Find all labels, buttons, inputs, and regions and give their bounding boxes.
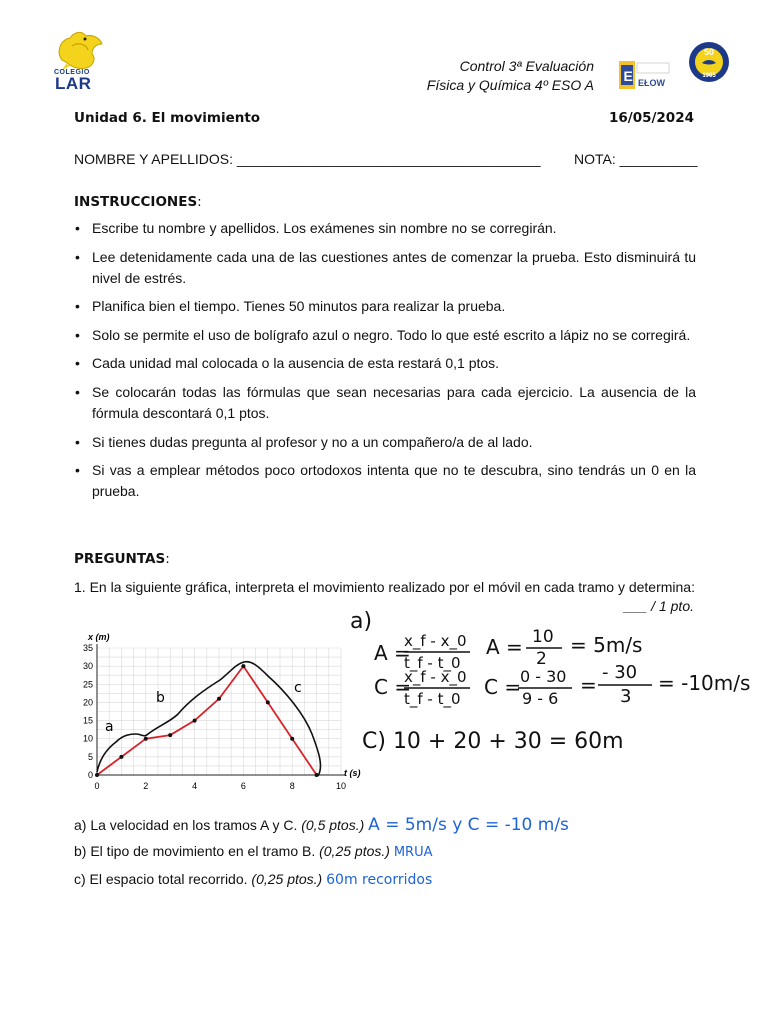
hw-formula-a-val-den: 2 xyxy=(536,649,547,669)
question-1a-answer: A = 5m/s y C = -10 m/s xyxy=(368,815,569,835)
hw-formula-c-lhs: C = xyxy=(374,675,412,699)
instruction-item: • Solo se permite el uso de bolígrafo azul o negro. Todo lo que esté escrito a lápiz no se corregirá. xyxy=(74,325,696,346)
hw-formula-a-lhs: A = xyxy=(374,641,411,665)
data-point xyxy=(168,733,172,737)
svg-text:E: E xyxy=(623,68,633,84)
hw-formula-c-eq: C = xyxy=(484,675,522,699)
chart-axes xyxy=(97,644,345,775)
instruction-item: • Cada unidad mal colocada o la ausencia de esta restará 0,1 ptos. xyxy=(74,353,696,374)
hw-formula-c-val-num: 0 - 30 xyxy=(520,667,567,686)
y-tick-label: 20 xyxy=(82,697,93,708)
question-1b-text: b) El tipo de movimiento en el tramo B. xyxy=(74,843,320,859)
hw-formula-a-val-num: 10 xyxy=(532,627,554,647)
hw-formula-c-result: = -10m/s xyxy=(658,671,751,695)
hw-formula-c-num: x_f - x_0 xyxy=(404,668,467,686)
x-tick-label: 6 xyxy=(240,781,246,791)
instructions-heading xyxy=(74,194,202,210)
question-1c-points: (0,25 ptos.) xyxy=(251,871,323,887)
y-tick-label: 30 xyxy=(82,661,93,672)
grade-field-line: NOTA: __________ xyxy=(574,151,698,167)
hw-formula-c-frac-num: - 30 xyxy=(602,662,638,683)
instructions-list xyxy=(74,218,696,510)
segment-b-label: b xyxy=(156,690,165,706)
x-tick-label: 2 xyxy=(143,781,149,791)
question-1a-points: (0,5 ptos.) xyxy=(301,817,365,833)
question-1a xyxy=(74,815,569,835)
school-name-big: LAR xyxy=(55,74,92,93)
x-tick-label: 8 xyxy=(289,781,295,791)
instruction-item: • Planifica bien el tiempo. Tienes 50 minutos para realizar la prueba. xyxy=(74,296,696,317)
hw-formula-a-result: = 5m/s xyxy=(570,633,643,657)
question-1-score: ___ / 1 pto. xyxy=(623,598,694,614)
instructions-heading-colon: : xyxy=(197,194,202,210)
hand-drawn-outline xyxy=(97,662,320,776)
y-tick-label: 15 xyxy=(82,715,93,726)
school-name-small: COLEGIO xyxy=(54,69,90,76)
hw-total-distance: C) 10 + 20 + 30 = 60m xyxy=(362,729,624,754)
question-1c xyxy=(74,871,432,888)
question-1-text: 1. En la siguiente gráfica, interpreta el movimiento realizado por el móvil en cada tramo y determina: xyxy=(74,579,695,595)
handwritten-solution xyxy=(340,602,768,762)
y-tick-label: 5 xyxy=(87,751,93,762)
y-tick-label: 35 xyxy=(82,643,93,653)
hw-formula-a-num: x_f - x_0 xyxy=(404,632,467,650)
instruction-item: • Si tienes dudas pregunta al profesor y no a un compañero/a de al lado. xyxy=(74,432,696,453)
chart-ticks xyxy=(83,643,346,791)
data-point xyxy=(217,697,221,701)
hw-formula-c-eq2: = xyxy=(580,673,597,697)
anniversary-seal xyxy=(688,41,730,83)
seal-number: 50 xyxy=(703,47,715,57)
data-point xyxy=(193,719,197,723)
hw-formula-a-eq: A = xyxy=(486,635,523,659)
unit-title: Unidad 6. El movimiento xyxy=(74,110,261,126)
hw-formula-c-val-den: 9 - 6 xyxy=(522,689,559,708)
question-1b-points: (0,25 ptos.) xyxy=(319,843,390,859)
chart-xlabel: t (s) xyxy=(344,768,361,778)
chart-ylabel: x (m) xyxy=(88,632,110,642)
seal-year: 1965 xyxy=(702,73,716,79)
question-1b xyxy=(74,843,433,860)
question-1c-text: c) El espacio total recorrido. xyxy=(74,871,252,887)
data-point xyxy=(241,664,245,668)
data-point xyxy=(95,773,99,777)
instruction-item: • Escribe tu nombre y apellidos. Los exámenes sin nombre no se corregirán. xyxy=(74,218,696,239)
position-time-chart xyxy=(72,630,372,798)
x-tick-label: 10 xyxy=(335,781,347,791)
data-point xyxy=(119,755,123,759)
data-point xyxy=(266,700,270,704)
data-point xyxy=(315,773,319,777)
exam-title-line1: Control 3ª Evaluación xyxy=(459,58,594,74)
instructions-heading-text: INSTRUCCIONES xyxy=(74,194,198,210)
hw-a-label: a) xyxy=(350,609,373,634)
exam-date: 16/05/2024 xyxy=(608,110,694,126)
data-point xyxy=(144,737,148,741)
instruction-item: • Se colocarán todas las fórmulas que sean necesarias para cada ejercicio. La ausencia de la fórmula descontará 0,1 ptos. xyxy=(74,382,696,424)
questions-heading-text: PREGUNTAS xyxy=(74,551,166,567)
hw-formula-a-den: t_f - t_0 xyxy=(404,654,461,672)
instruction-item: • Si vas a emplear métodos poco ortodoxos intenta que no te descubra, sino tendrás un 0 en la prueba. xyxy=(74,460,696,502)
hw-formula-c-frac-den: 3 xyxy=(620,686,632,707)
x-tick-label: 4 xyxy=(192,781,198,791)
segment-a-label: a xyxy=(105,719,114,735)
eelow-text: EŁOW xyxy=(638,78,665,88)
instruction-item: • Lee detenidamente cada una de las cuestiones antes de comenzar la prueba. Esto disminuirá tu nivel de estrés. xyxy=(74,247,696,289)
hw-formula-c-den: t_f - t_0 xyxy=(404,690,461,708)
questions-heading xyxy=(74,551,170,567)
question-1a-text: a) La velocidad en los tramos A y C. xyxy=(74,817,302,833)
name-field-line: NOMBRE Y APELLIDOS: _______________________________________ xyxy=(74,151,541,167)
y-tick-label: 10 xyxy=(82,733,93,744)
question-1c-answer: 60m recorridos xyxy=(326,872,433,888)
y-tick-label: 25 xyxy=(82,679,93,690)
exam-header-title xyxy=(427,57,594,95)
questions-heading-colon: : xyxy=(165,551,170,567)
data-point xyxy=(290,737,294,741)
x-tick-label: 0 xyxy=(94,781,100,791)
eelow-logo xyxy=(619,61,671,89)
segment-c-label: c xyxy=(294,680,302,696)
exam-title-line2: Física y Química 4º ESO A xyxy=(426,77,594,93)
question-1b-answer: MRUA xyxy=(393,845,433,860)
y-tick-label: 0 xyxy=(87,770,93,780)
